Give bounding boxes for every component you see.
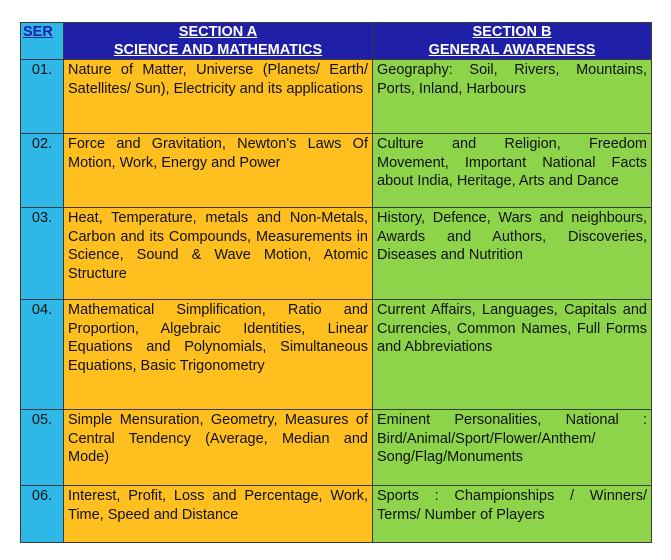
row-section-a: Mathematical Simplification, Ratio and Proportion, Algebraic Identities, Linear Equations and Polynomials, Simultaneous Equations, Basic Trigonometry xyxy=(64,300,373,410)
table-header-row xyxy=(21,23,652,60)
row-section-b: Culture and Religion, Freedom Movement, Important National Facts about India, Heritage, Arts and Dance xyxy=(373,134,652,208)
header-section-b-title: SECTION B xyxy=(472,24,552,40)
header-section-a-subtitle: SCIENCE AND MATHEMATICS xyxy=(113,42,323,58)
row-ser: 06. xyxy=(21,486,64,543)
header-section-a xyxy=(64,23,373,60)
table-row xyxy=(21,410,652,486)
row-section-b: Current Affairs, Languages, Capitals and Currencies, Common Names, Full Forms and Abbreviations xyxy=(373,300,652,410)
syllabus-table xyxy=(20,22,652,543)
row-ser: 01. xyxy=(21,60,64,134)
row-ser: 03. xyxy=(21,208,64,300)
row-section-b: History, Defence, Wars and neighbours, Awards and Authors, Discoveries, Diseases and Nutrition xyxy=(373,208,652,300)
row-ser: 04. xyxy=(21,300,64,410)
row-section-a: Heat, Temperature, metals and Non-Metals, Carbon and its Compounds, Measurements in Science, Sound & Wave Motion, Atomic Structure xyxy=(64,208,373,300)
row-ser: 02. xyxy=(21,134,64,208)
row-ser: 05. xyxy=(21,410,64,486)
header-section-b xyxy=(373,23,652,60)
syllabus-table-wrapper xyxy=(20,22,652,543)
table-row xyxy=(21,486,652,543)
row-section-a: Nature of Matter, Universe (Planets/ Earth/ Satellites/ Sun), Electricity and its applications xyxy=(64,60,373,134)
table-row xyxy=(21,60,652,134)
table-row xyxy=(21,208,652,300)
row-section-a: Simple Mensuration, Geometry, Measures of Central Tendency (Average, Median and Mode) xyxy=(64,410,373,486)
row-section-b: Eminent Personalities, National : Bird/Animal/Sport/Flower/Anthem/ Song/Flag/Monuments xyxy=(373,410,652,486)
header-section-b-subtitle: GENERAL AWARENESS xyxy=(428,42,596,58)
row-section-b: Sports : Championships / Winners/ Terms/ Number of Players xyxy=(373,486,652,543)
header-section-a-title: SECTION A xyxy=(178,24,258,40)
row-section-b: Geography: Soil, Rivers, Mountains, Ports, Inland, Harbours xyxy=(373,60,652,134)
table-row xyxy=(21,134,652,208)
table-row xyxy=(21,300,652,410)
row-section-a: Interest, Profit, Loss and Percentage, Work, Time, Speed and Distance xyxy=(64,486,373,543)
header-ser: SER xyxy=(21,23,64,60)
row-section-a: Force and Gravitation, Newton's Laws Of Motion, Work, Energy and Power xyxy=(64,134,373,208)
